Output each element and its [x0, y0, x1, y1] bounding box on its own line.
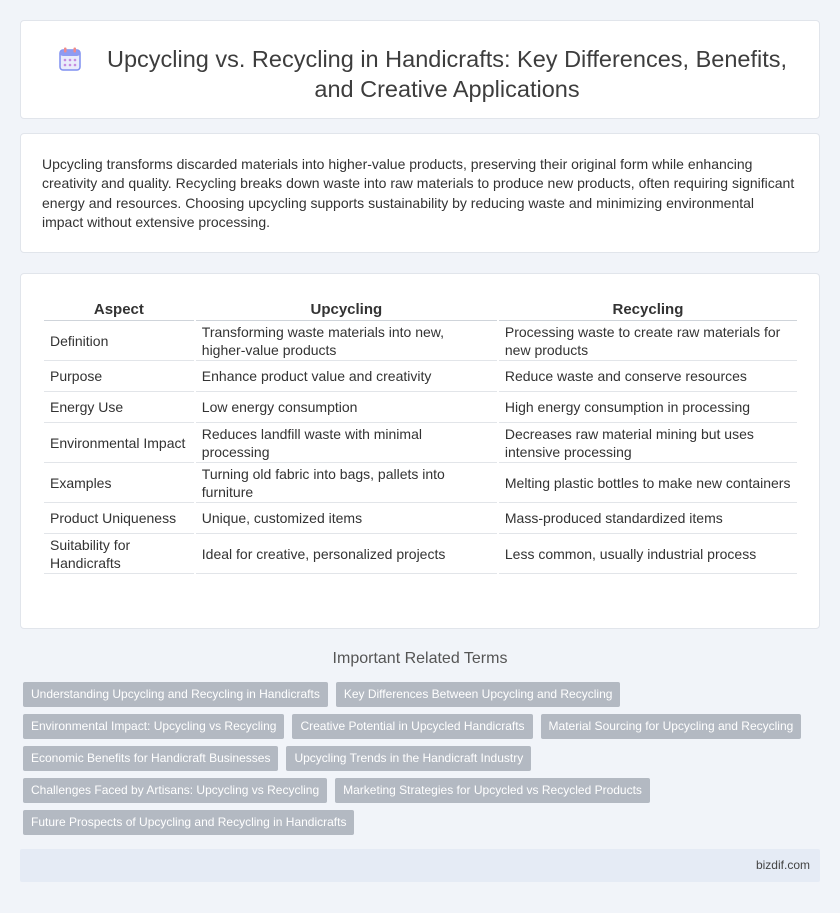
table-cell: Decreases raw material mining but uses intensive processing: [499, 423, 797, 463]
related-terms-heading: Important Related Terms: [332, 650, 508, 667]
related-tag[interactable]: Key Differences Between Upcycling and Recycling: [336, 682, 621, 707]
related-tag[interactable]: Material Sourcing for Upcycling and Recycling: [541, 714, 802, 739]
related-tag[interactable]: Marketing Strategies for Upcycled vs Recycled Products: [335, 778, 650, 803]
related-tag[interactable]: Economic Benefits for Handicraft Businesses: [23, 746, 278, 771]
table-cell: Definition: [44, 321, 194, 361]
table-cell: Reduces landfill waste with minimal processing: [196, 423, 497, 463]
intro-card: [20, 133, 820, 253]
related-tag[interactable]: Challenges Faced by Artisans: Upcycling vs Recycling: [23, 778, 327, 803]
table-cell: Suitability for Handicrafts: [44, 534, 194, 574]
table-cell: Product Uniqueness: [44, 503, 194, 534]
table-row: [44, 423, 797, 463]
table-cell: Low energy consumption: [196, 392, 497, 423]
table-cell: Unique, customized items: [196, 503, 497, 534]
footer-site[interactable]: bizdif.com: [755, 858, 810, 872]
table-row: [44, 463, 797, 503]
footer: [20, 849, 820, 882]
comparison-table: [42, 295, 799, 574]
related-tag[interactable]: Understanding Upcycling and Recycling in Handicrafts: [23, 682, 328, 707]
table-cell: Melting plastic bottles to make new containers: [499, 463, 797, 503]
table-cell: Turning old fabric into bags, pallets into furniture: [196, 463, 497, 503]
intro-paragraph: Upcycling transforms discarded materials into higher-value products, preserving their original form while enhancing creativity and quality. Recycling breaks down waste into raw materials to produce new products, often requiring significant energy and resources. Choosing upcycling supports sustainability by reducing waste and minimizing environmental impact without extensive processing.: [42, 156, 795, 230]
table-cell: Ideal for creative, personalized projects: [196, 534, 497, 574]
related-tags: [23, 682, 823, 842]
header-recycling: Recycling: [499, 295, 797, 321]
table-cell: Purpose: [44, 361, 194, 392]
table-row: [44, 534, 797, 574]
table-row: [44, 361, 797, 392]
table-cell: Less common, usually industrial process: [499, 534, 797, 574]
comparison-card: [20, 273, 820, 629]
table-row: [44, 321, 797, 361]
page-title: Upcycling vs. Recycling in Handicrafts: Key Differences, Benefits, and Creative Applications: [106, 46, 788, 102]
header-upcycling: Upcycling: [196, 295, 497, 321]
related-tag[interactable]: Environmental Impact: Upcycling vs Recycling: [23, 714, 284, 739]
table-cell: Energy Use: [44, 392, 194, 423]
related-tag[interactable]: Upcycling Trends in the Handicraft Industry: [286, 746, 531, 771]
calendar-icon: [59, 47, 81, 71]
table-cell: High energy consumption in processing: [499, 392, 797, 423]
related-tag[interactable]: Creative Potential in Upcycled Handicrafts: [292, 714, 532, 739]
table-cell: Reduce waste and conserve resources: [499, 361, 797, 392]
table-row: [44, 392, 797, 423]
table-cell: Processing waste to create raw materials for new products: [499, 321, 797, 361]
table-header-row: [44, 295, 797, 321]
table-cell: Environmental Impact: [44, 423, 194, 463]
header-aspect: Aspect: [44, 295, 194, 321]
table-cell: Transforming waste materials into new, higher-value products: [196, 321, 497, 361]
table-row: [44, 503, 797, 534]
table-cell: Enhance product value and creativity: [196, 361, 497, 392]
related-tag[interactable]: Future Prospects of Upcycling and Recycling in Handicrafts: [23, 810, 354, 835]
table-cell: Mass-produced standardized items: [499, 503, 797, 534]
title-card: [20, 20, 820, 119]
table-cell: Examples: [44, 463, 194, 503]
